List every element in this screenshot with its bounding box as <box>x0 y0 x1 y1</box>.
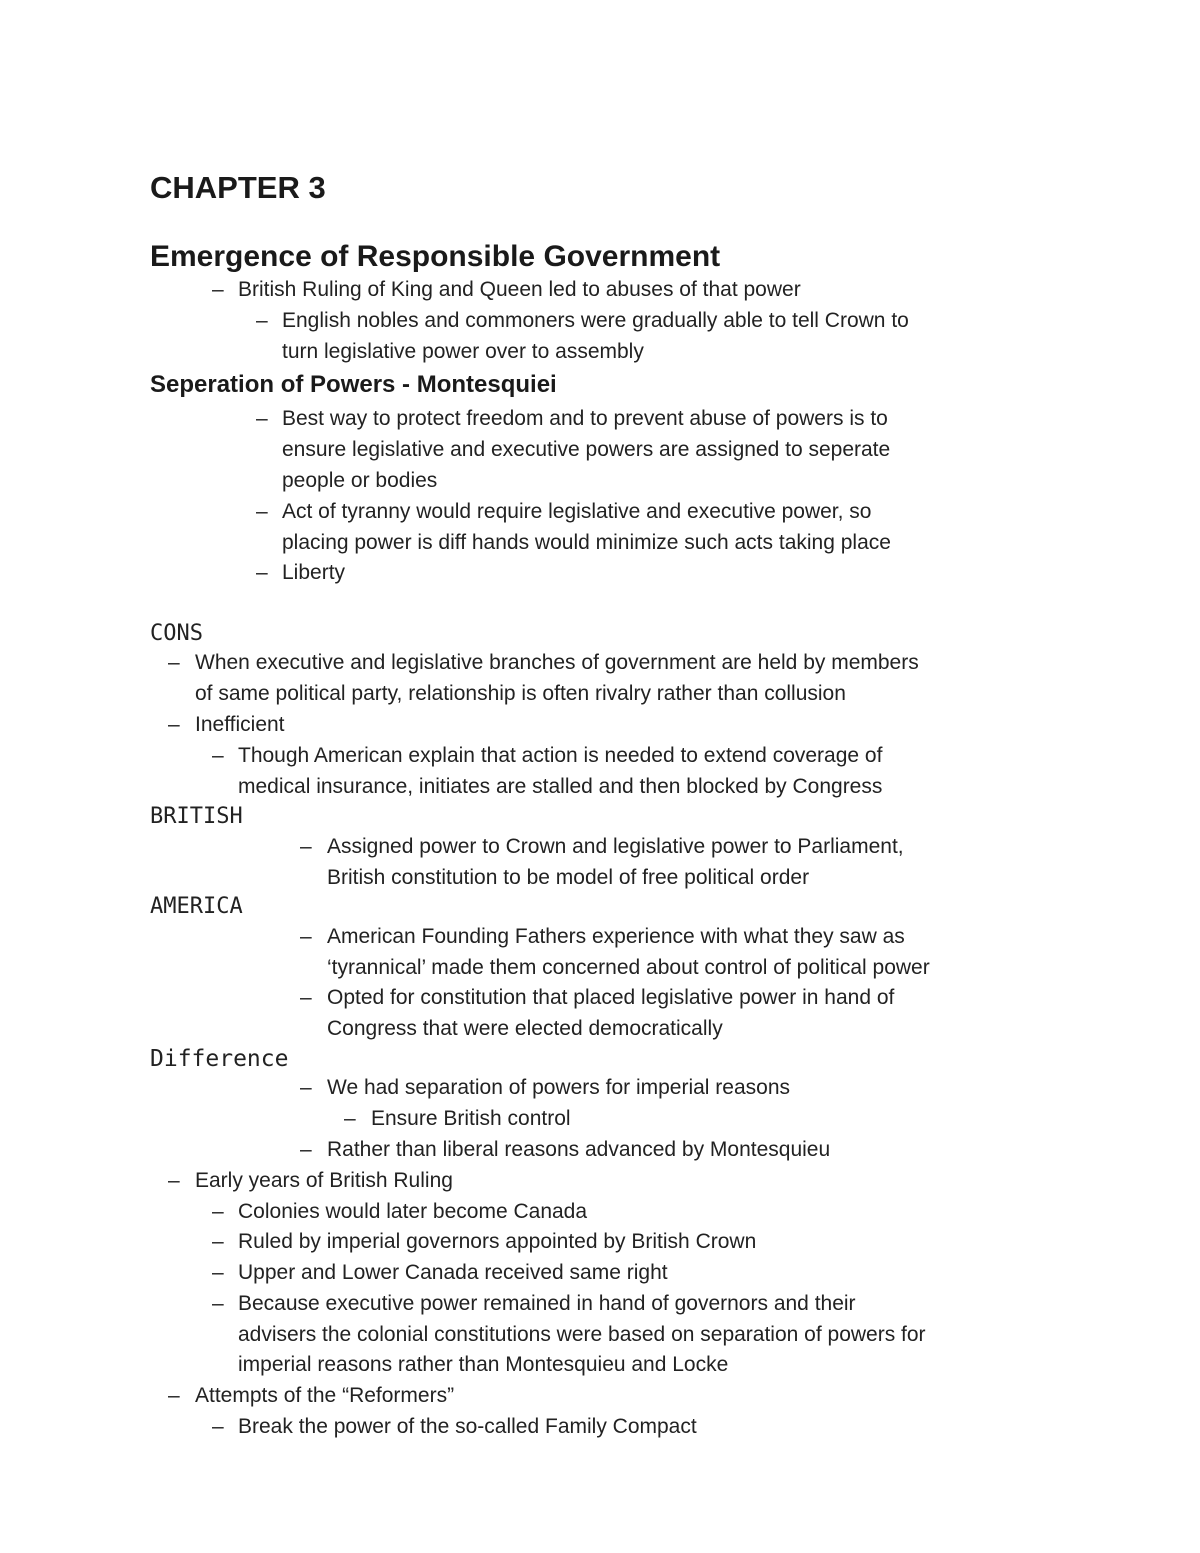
bullet-dash: – <box>256 407 268 430</box>
bullet-text: Ruled by imperial governors appointed by British Crown <box>238 1230 757 1253</box>
bullet-dash: – <box>168 1169 180 1192</box>
bullet-text: Ensure British control <box>371 1107 571 1130</box>
bullet-text: Best way to protect freedom and to prevent abuse of powers is to <box>282 407 888 430</box>
bullet-dash: – <box>212 1415 224 1438</box>
bullet-text-continued: of same political party, relationship is often rivalry rather than collusion <box>195 682 846 705</box>
bullet-text-continued: ‘tyrannical’ made them concerned about control of political power <box>327 956 930 979</box>
bullet-text: Break the power of the so-called Family Compact <box>238 1415 697 1438</box>
bullet-text: British Ruling of King and Queen led to abuses of that power <box>238 278 801 301</box>
bullet-text-continued: advisers the colonial constitutions were based on separation of powers for <box>238 1323 926 1346</box>
bullet-text: Early years of British Ruling <box>195 1169 453 1192</box>
bullet-text: Upper and Lower Canada received same right <box>238 1261 668 1284</box>
bullet-dash: – <box>212 1261 224 1284</box>
bullet-dash: – <box>256 500 268 523</box>
bullet-dash: – <box>300 925 312 948</box>
bullet-text: American Founding Fathers experience with what they saw as <box>327 925 905 948</box>
bullet-dash: – <box>256 561 268 584</box>
bullet-dash: – <box>300 835 312 858</box>
british-label: BRITISH <box>150 804 243 829</box>
bullet-text-continued: Congress that were elected democratically <box>327 1017 723 1040</box>
bullet-text: English nobles and commoners were gradually able to tell Crown to <box>282 309 909 332</box>
bullet-text-continued: ensure legislative and executive powers are assigned to seperate <box>282 438 891 461</box>
bullet-text: Because executive power remained in hand of governors and their <box>238 1292 856 1315</box>
bullet-text: Rather than liberal reasons advanced by Montesquieu <box>327 1138 831 1161</box>
bullet-text: Opted for constitution that placed legislative power in hand of <box>327 986 895 1009</box>
section-heading-separation-of-powers: Seperation of Powers - Montesquiei <box>150 371 557 398</box>
bullet-text: When executive and legislative branches of government are held by members <box>195 651 919 674</box>
bullet-text: Act of tyranny would require legislative and executive power, so <box>282 500 872 523</box>
bullet-dash: – <box>212 1230 224 1253</box>
bullet-dash: – <box>300 1076 312 1099</box>
bullet-dash: – <box>168 1384 180 1407</box>
bullet-dash: – <box>168 713 180 736</box>
america-label: AMERICA <box>150 894 243 919</box>
bullet-dash: – <box>256 309 268 332</box>
bullet-text: Liberty <box>282 561 346 584</box>
section-heading-responsible-government: Emergence of Responsible Government <box>150 240 721 273</box>
bullet-dash: – <box>212 1292 224 1315</box>
bullet-text-continued: people or bodies <box>282 469 438 492</box>
bullet-dash: – <box>212 278 224 301</box>
chapter-title: CHAPTER 3 <box>150 170 326 205</box>
bullet-text-continued: medical insurance, initiates are stalled and then blocked by Congress <box>238 775 883 798</box>
bullet-dash: – <box>300 1138 312 1161</box>
bullet-text-continued: British constitution to be model of free political order <box>327 866 810 889</box>
difference-label: Difference <box>150 1046 289 1072</box>
bullet-text: Attempts of the “Reformers” <box>195 1384 455 1407</box>
bullet-text: Assigned power to Crown and legislative power to Parliament, <box>327 835 904 858</box>
bullet-dash: – <box>300 986 312 1009</box>
bullet-dash: – <box>212 1200 224 1223</box>
bullet-dash: – <box>212 744 224 767</box>
bullet-text: Colonies would later become Canada <box>238 1200 588 1223</box>
bullet-text-continued: placing power is diff hands would minimize such acts taking place <box>282 531 891 554</box>
bullet-text: Though American explain that action is needed to extend coverage of <box>238 744 883 767</box>
bullet-text: We had separation of powers for imperial reasons <box>327 1076 791 1099</box>
bullet-dash: – <box>168 651 180 674</box>
bullet-text-continued: turn legislative power over to assembly <box>282 340 644 363</box>
cons-label: CONS <box>150 621 203 646</box>
bullet-text: Inefficient <box>195 713 285 736</box>
bullet-text-continued: imperial reasons rather than Montesquieu and Locke <box>238 1353 729 1376</box>
bullet-dash: – <box>344 1107 356 1130</box>
